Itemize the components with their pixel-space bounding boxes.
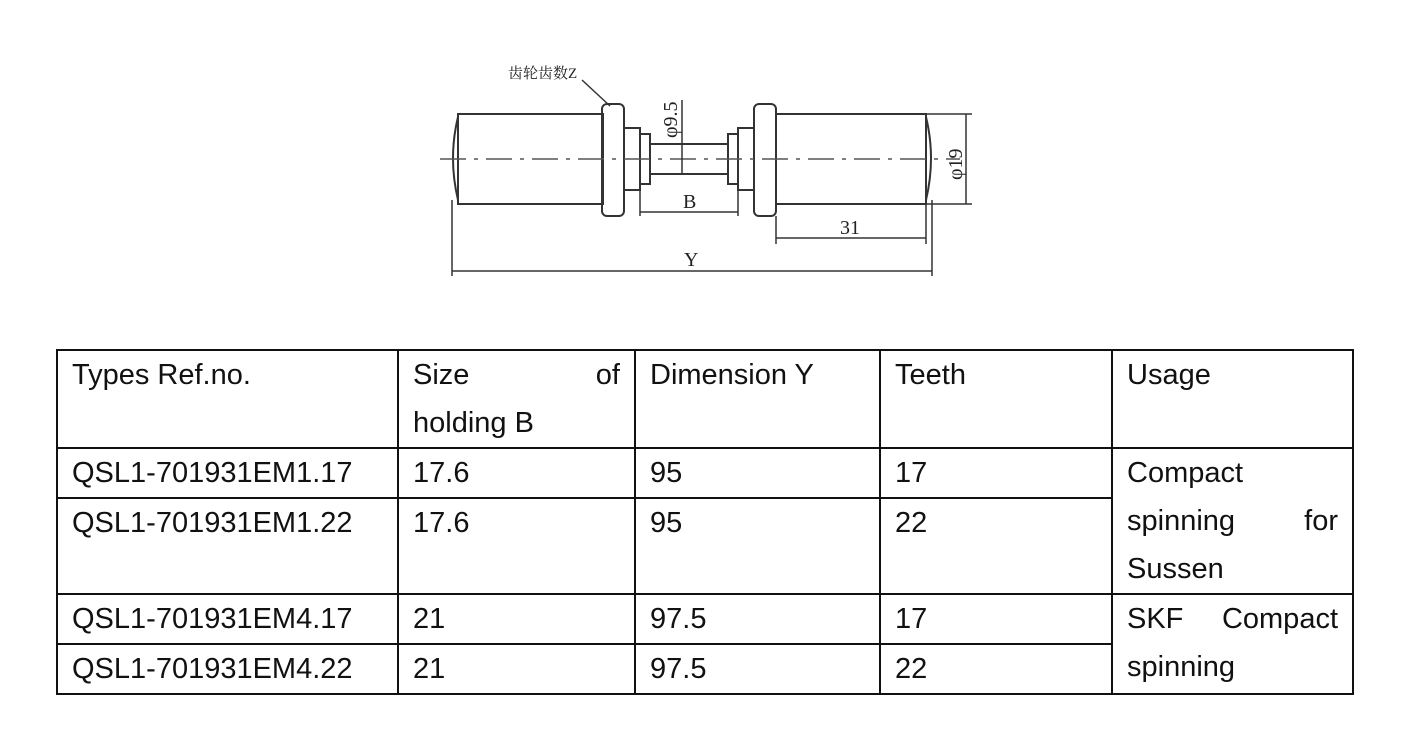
- cell-usage-sussen: [1112, 448, 1353, 594]
- cell-ref: QSL1-701931EM4.17: [57, 594, 398, 644]
- dim-b-label: B: [683, 191, 697, 213]
- right-flange: [754, 104, 776, 216]
- cell-size: 21: [398, 644, 635, 694]
- cell-size: 17.6: [398, 498, 635, 594]
- left-flange: [602, 104, 624, 216]
- cell-teeth: 22: [880, 498, 1112, 594]
- technical-drawing: [400, 40, 1020, 340]
- usage-sussen-line2: spinning for: [1127, 505, 1338, 537]
- cell-teeth: 22: [880, 644, 1112, 694]
- cell-size: 17.6: [398, 448, 635, 498]
- usage-sussen-line3: Sussen: [1127, 553, 1224, 585]
- large-diameter-label: φ19: [945, 148, 967, 180]
- usage-skf-line2: spinning: [1127, 651, 1236, 683]
- table-row: [57, 448, 1353, 498]
- dim-y-label: Y: [684, 249, 699, 271]
- header-dimension: Dimension Y: [635, 350, 880, 448]
- shaft-drawing-svg: [400, 40, 1020, 340]
- spec-table: [56, 349, 1354, 695]
- header-size: [398, 350, 635, 448]
- cell-teeth: 17: [880, 448, 1112, 498]
- header-usage: Usage: [1112, 350, 1353, 448]
- cell-dimension: 95: [635, 498, 880, 594]
- table-header-row: [57, 350, 1353, 448]
- cell-dimension: 97.5: [635, 644, 880, 694]
- header-size-line2: holding B: [413, 407, 534, 439]
- header-teeth: Teeth: [880, 350, 1112, 448]
- dim-31-label: 31: [840, 217, 860, 239]
- usage-skf-line1: SKF Compact: [1127, 603, 1338, 635]
- cell-dimension: 97.5: [635, 594, 880, 644]
- cell-size: 21: [398, 594, 635, 644]
- cell-ref: QSL1-701931EM1.22: [57, 498, 398, 594]
- cell-usage-skf: [1112, 594, 1353, 694]
- usage-sussen-line1: Compact: [1127, 457, 1244, 489]
- table-row: [57, 594, 1353, 644]
- cell-ref: QSL1-701931EM4.22: [57, 644, 398, 694]
- header-size-line1: Size of: [413, 359, 620, 391]
- gear-teeth-label: 齿轮齿数Z: [508, 66, 578, 82]
- small-diameter-label: φ9.5: [660, 101, 682, 138]
- cell-dimension: 95: [635, 448, 880, 498]
- cell-teeth: 17: [880, 594, 1112, 644]
- cell-ref: QSL1-701931EM1.17: [57, 448, 398, 498]
- header-ref: Types Ref.no.: [57, 350, 398, 448]
